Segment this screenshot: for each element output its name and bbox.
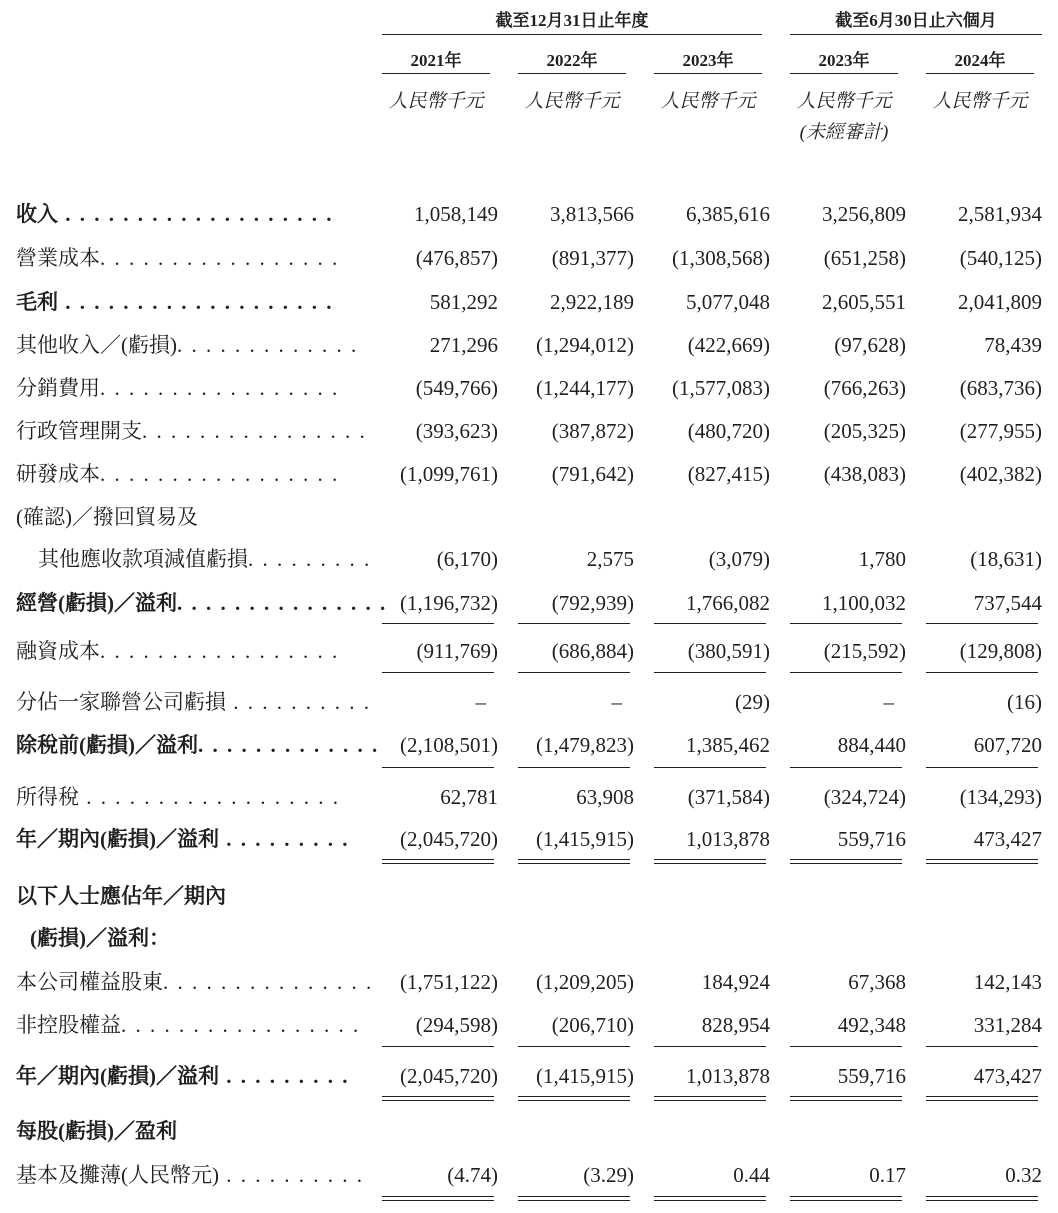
cell-value: (3,079) — [708, 547, 770, 571]
table-row-impairment — [0, 543, 1058, 575]
row-label: 收入 . . . . . . . . . . . . . . . . . . . — [16, 202, 334, 226]
row-label: 非控股權益. . . . . . . . . . . . . . . . . — [16, 1013, 361, 1037]
cell-value: (827,415) — [687, 462, 770, 486]
cell-value: – — [475, 690, 486, 714]
table-row-operating-result — [0, 587, 1058, 619]
cell-value: (1,308,568) — [672, 246, 770, 270]
table-row-equity-shareholders — [0, 966, 1058, 998]
table-row-other-income — [0, 329, 1058, 361]
cell-value: 1,013,878 — [686, 1064, 770, 1088]
year-header-4: 2024年 — [954, 51, 1006, 70]
cell-value: (6,170) — [436, 547, 498, 571]
cell-value: (2,045,720) — [400, 827, 498, 851]
table-row-cost-of-sales — [0, 242, 1058, 274]
subtotal-rule — [518, 672, 630, 673]
subtotal-rule — [518, 767, 630, 768]
total-double-rule — [790, 859, 902, 864]
subtotal-rule — [790, 767, 902, 768]
subtotal-rule — [926, 623, 1038, 624]
cell-value: (1,244,177) — [536, 376, 634, 400]
cell-value: (683,736) — [959, 376, 1042, 400]
cell-value: 492,348 — [837, 1013, 906, 1037]
cell-value: 78,439 — [984, 333, 1042, 357]
subtotal-rule — [790, 1046, 902, 1047]
subtotal-rule — [654, 767, 766, 768]
group-header-half-year-rule — [790, 34, 1042, 35]
total-double-rule — [926, 859, 1038, 864]
table-row-attributable-heading — [0, 880, 1058, 912]
row-label: (虧損)／溢利： — [30, 926, 170, 950]
table-row-eps-heading — [0, 1115, 1058, 1147]
table-row-gross-profit — [0, 286, 1058, 318]
total-double-rule — [654, 1096, 766, 1101]
cell-value: (791,642) — [551, 462, 634, 486]
table-row-pre-tax-result — [0, 729, 1058, 761]
row-label: 所得稅 . . . . . . . . . . . . . . . . . . — [16, 785, 340, 809]
cell-value: 2,581,934 — [958, 202, 1042, 226]
cell-value: 1,013,878 — [686, 827, 770, 851]
cell-value: (18,631) — [970, 547, 1042, 571]
subtotal-rule — [790, 672, 902, 673]
cell-value: 0.32 — [1005, 1163, 1042, 1187]
cell-value: 607,720 — [973, 733, 1042, 757]
cell-value: (1,209,205) — [536, 970, 634, 994]
cell-value: 1,100,032 — [822, 591, 906, 615]
cell-value: 884,440 — [837, 733, 906, 757]
cell-value: (480,720) — [687, 419, 770, 443]
cell-value: (2,108,501) — [400, 733, 498, 757]
year-header-0: 2021年 — [410, 51, 462, 70]
row-label: 基本及攤薄(人民幣元) . . . . . . . . . . — [16, 1163, 364, 1187]
year-header-rule — [518, 73, 626, 74]
row-label: 營業成本. . . . . . . . . . . . . . . . . — [16, 246, 340, 270]
year-header-rule — [926, 73, 1034, 74]
row-label: 除稅前(虧損)／溢利. . . . . . . . . . . . . — [16, 733, 380, 757]
cell-value: (206,710) — [551, 1013, 634, 1037]
cell-value: 581,292 — [429, 290, 498, 314]
table-row-revenue — [0, 198, 1058, 230]
cell-value: (215,592) — [823, 639, 906, 663]
cell-value: (686,884) — [551, 639, 634, 663]
cell-value: (540,125) — [959, 246, 1042, 270]
cell-value: – — [883, 690, 894, 714]
subtotal-rule — [926, 672, 1038, 673]
row-label: 每股(虧損)／盈利 — [16, 1119, 177, 1143]
cell-value: 828,954 — [701, 1013, 770, 1037]
year-header-rule — [382, 73, 490, 74]
table-row-finance-costs — [0, 635, 1058, 667]
row-label: 經營(虧損)／溢利. . . . . . . . . . . . . . . — [16, 591, 388, 615]
total-double-rule — [382, 1196, 494, 1201]
cell-value: (549,766) — [415, 376, 498, 400]
cell-value: (1,294,012) — [536, 333, 634, 357]
subtotal-rule — [382, 1046, 494, 1047]
row-label: 行政管理開支. . . . . . . . . . . . . . . . — [16, 419, 367, 443]
cell-value: 5,077,048 — [686, 290, 770, 314]
cell-value: (29) — [735, 690, 770, 714]
cell-value: (2,045,720) — [400, 1064, 498, 1088]
row-label: 毛利 . . . . . . . . . . . . . . . . . . . — [16, 290, 334, 314]
cell-value: 1,058,149 — [414, 202, 498, 226]
table-row-non-controlling — [0, 1009, 1058, 1041]
year-header-rule — [790, 73, 898, 74]
subtotal-rule — [518, 623, 630, 624]
row-label: 其他應收款項減值虧損. . . . . . . . . — [38, 547, 372, 571]
unit-label-1: 人民幣千元 — [524, 91, 620, 112]
cell-value: (16) — [1007, 690, 1042, 714]
row-label: 分銷費用. . . . . . . . . . . . . . . . . — [16, 376, 340, 400]
cell-value: 2,041,809 — [958, 290, 1042, 314]
total-double-rule — [654, 1196, 766, 1201]
row-label: 研發成本. . . . . . . . . . . . . . . . . — [16, 462, 340, 486]
group-header-half-year: 截至6月30日止六個月 — [835, 11, 997, 30]
cell-value: (402,382) — [959, 462, 1042, 486]
row-label: 年／期內(虧損)／溢利 . . . . . . . . . — [16, 827, 350, 851]
table-row-associate-loss — [0, 686, 1058, 718]
unit-label-2: 人民幣千元 — [660, 91, 756, 112]
cell-value: 2,575 — [586, 547, 634, 571]
cell-value: 142,143 — [973, 970, 1042, 994]
cell-value: (129,808) — [959, 639, 1042, 663]
total-double-rule — [518, 1196, 630, 1201]
cell-value: (97,628) — [834, 333, 906, 357]
cell-value: (476,857) — [415, 246, 498, 270]
table-row-rd-costs — [0, 458, 1058, 490]
cell-value: 473,427 — [973, 1064, 1042, 1088]
cell-value: (1,577,083) — [672, 376, 770, 400]
subtotal-rule — [654, 672, 766, 673]
cell-value: 737,544 — [973, 591, 1042, 615]
unit-label-4: 人民幣千元 — [932, 91, 1028, 112]
subtotal-rule — [790, 623, 902, 624]
subtotal-rule — [382, 767, 494, 768]
cell-value: (380,591) — [687, 639, 770, 663]
total-double-rule — [382, 859, 494, 864]
table-row-admin-expenses — [0, 415, 1058, 447]
row-label: (確認)／撥回貿易及 — [16, 505, 198, 529]
cell-value: (1,415,915) — [536, 1064, 634, 1088]
cell-value: 0.17 — [869, 1163, 906, 1187]
cell-value: 271,296 — [429, 333, 498, 357]
cell-value: 1,766,082 — [686, 591, 770, 615]
group-header-fiscal-year-rule — [382, 34, 762, 35]
year-header-rule — [654, 73, 762, 74]
row-label: 分佔一家聯營公司虧損 . . . . . . . . . . — [16, 690, 371, 714]
table-row-impairment-heading — [0, 501, 1058, 533]
cell-value: 2,605,551 — [822, 290, 906, 314]
group-header-fiscal-year: 截至12月31日止年度 — [495, 11, 649, 30]
cell-value: (134,293) — [959, 785, 1042, 809]
cell-value: (438,083) — [823, 462, 906, 486]
unit-label-3: 人民幣千元 — [796, 91, 892, 112]
year-header-2: 2023年 — [682, 51, 734, 70]
subtotal-rule — [382, 672, 494, 673]
cell-value: 6,385,616 — [686, 202, 770, 226]
table-row-period-result — [0, 823, 1058, 855]
cell-value: 62,781 — [440, 785, 498, 809]
cell-value: 2,922,189 — [550, 290, 634, 314]
cell-value: (1,196,732) — [400, 591, 498, 615]
unaudited-label: (未經審計) — [799, 122, 889, 143]
cell-value: (911,769) — [416, 639, 498, 663]
row-label: 融資成本. . . . . . . . . . . . . . . . . — [16, 639, 340, 663]
cell-value: (422,669) — [687, 333, 770, 357]
subtotal-rule — [926, 767, 1038, 768]
cell-value: 473,427 — [973, 827, 1042, 851]
year-header-1: 2022年 — [546, 51, 598, 70]
cell-value: 0.44 — [733, 1163, 770, 1187]
cell-value: 331,284 — [973, 1013, 1042, 1037]
row-label: 其他收入／(虧損). . . . . . . . . . . . . — [16, 333, 359, 357]
table-row-income-tax — [0, 781, 1058, 813]
cell-value: (4.74) — [447, 1163, 498, 1187]
total-double-rule — [926, 1096, 1038, 1101]
cell-value: 67,368 — [848, 970, 906, 994]
cell-value: (387,872) — [551, 419, 634, 443]
row-label: 年／期內(虧損)／溢利 . . . . . . . . . — [16, 1064, 350, 1088]
cell-value: (205,325) — [823, 419, 906, 443]
total-double-rule — [518, 859, 630, 864]
row-label: 以下人士應佔年／期內 — [16, 884, 226, 908]
cell-value: (766,263) — [823, 376, 906, 400]
cell-value: (3.29) — [583, 1163, 634, 1187]
row-label: 本公司權益股東. . . . . . . . . . . . . . . — [16, 970, 374, 994]
table-row-eps-basic-diluted — [0, 1159, 1058, 1191]
cell-value: (294,598) — [415, 1013, 498, 1037]
subtotal-rule — [926, 1046, 1038, 1047]
cell-value: – — [611, 690, 622, 714]
total-double-rule — [926, 1196, 1038, 1201]
cell-value: 184,924 — [701, 970, 770, 994]
cell-value: 3,813,566 — [550, 202, 634, 226]
table-row-period-result-total — [0, 1060, 1058, 1092]
total-double-rule — [382, 1096, 494, 1101]
total-double-rule — [790, 1096, 902, 1101]
cell-value: 559,716 — [837, 827, 906, 851]
total-double-rule — [654, 859, 766, 864]
table-row-attributable-heading-2 — [0, 922, 1058, 954]
subtotal-rule — [518, 1046, 630, 1047]
cell-value: (371,584) — [687, 785, 770, 809]
cell-value: (1,415,915) — [536, 827, 634, 851]
table-row-distribution-costs — [0, 372, 1058, 404]
cell-value: 1,780 — [858, 547, 906, 571]
unit-label-0: 人民幣千元 — [388, 91, 484, 112]
cell-value: 3,256,809 — [822, 202, 906, 226]
cell-value: (891,377) — [551, 246, 634, 270]
total-double-rule — [790, 1196, 902, 1201]
cell-value: (651,258) — [823, 246, 906, 270]
cell-value: (324,724) — [823, 785, 906, 809]
cell-value: 559,716 — [837, 1064, 906, 1088]
cell-value: (1,479,823) — [536, 733, 634, 757]
subtotal-rule — [654, 623, 766, 624]
subtotal-rule — [382, 623, 494, 624]
cell-value: (393,623) — [415, 419, 498, 443]
cell-value: 63,908 — [576, 785, 634, 809]
cell-value: (1,099,761) — [400, 462, 498, 486]
cell-value: (1,751,122) — [400, 970, 498, 994]
subtotal-rule — [654, 1046, 766, 1047]
cell-value: (792,939) — [551, 591, 634, 615]
cell-value: 1,385,462 — [686, 733, 770, 757]
cell-value: (277,955) — [959, 419, 1042, 443]
total-double-rule — [518, 1096, 630, 1101]
year-header-3: 2023年 — [818, 51, 870, 70]
